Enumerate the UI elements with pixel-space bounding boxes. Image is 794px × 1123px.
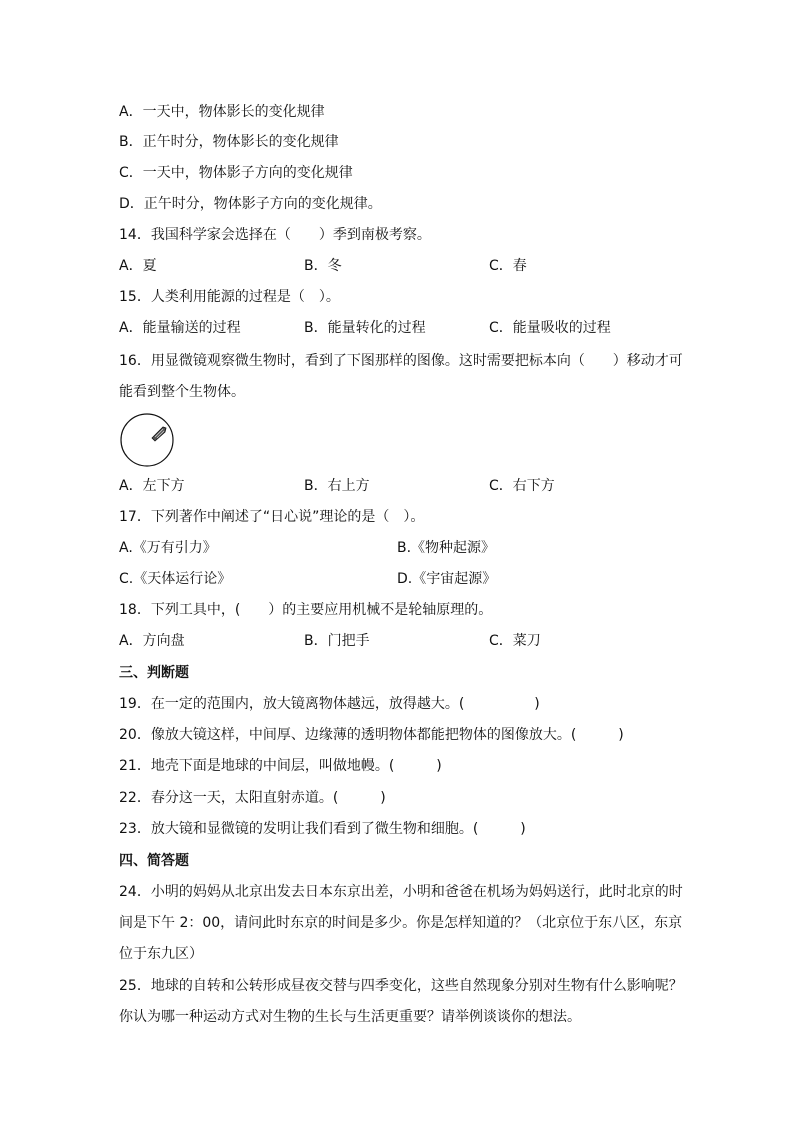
q14-option-a: A．夏 — [119, 258, 157, 274]
question-25: 25．地球的自转和公转形成昼夜交替与四季变化，这些自然现象分别对生物有什么影响呢？ — [119, 978, 683, 994]
q14-option-c: C．春 — [489, 258, 527, 274]
option-line: D．正午时分，物体影子方向的变化规律。 — [119, 196, 382, 212]
section-heading-judge: 三、判断题 — [119, 665, 189, 681]
q18-option-b: B．门把手 — [304, 633, 370, 649]
question-24-cont: 位于东九区） — [119, 946, 203, 962]
q18-option-a: A．方向盘 — [119, 633, 185, 649]
q17-option-a: A.《万有引力》 — [119, 540, 217, 556]
question-23: 23．放大镜和显微镜的发明让我们看到了微生物和细胞。( ) — [119, 821, 526, 837]
question-19: 19．在一定的范围内，放大镜离物体越远，放得越大。( ) — [119, 696, 540, 712]
question-22: 22．春分这一天，太阳直射赤道。( ) — [119, 790, 386, 806]
option-line: C．一天中，物体影子方向的变化规律 — [119, 165, 353, 181]
option-line: A．一天中，物体影长的变化规律 — [119, 104, 325, 120]
q16-option-b: B．右上方 — [304, 478, 370, 494]
q17-option-d: D.《宇宙起源》 — [397, 571, 497, 587]
question-16-cont: 能看到整个生物体。 — [119, 384, 245, 400]
q18-option-c: C．菜刀 — [489, 633, 541, 649]
q17-option-b: B.《物种起源》 — [397, 540, 496, 556]
q15-option-b: B．能量转化的过程 — [304, 320, 426, 336]
question-17: 17．下列著作中阐述了“日心说”理论的是（ ）。 — [119, 509, 425, 525]
q17-option-c: C.《天体运行论》 — [119, 571, 232, 587]
question-18: 18．下列工具中，( ）的主要应用机械不是轮轴原理的。 — [119, 602, 493, 618]
q14-option-b: B．冬 — [304, 258, 342, 274]
question-15: 15．人类利用能源的过程是（ ）。 — [119, 289, 340, 305]
q15-option-c: C．能量吸收的过程 — [489, 320, 611, 336]
option-line: B．正午时分，物体影长的变化规律 — [119, 134, 339, 150]
question-24: 24．小明的妈妈从北京出发去日本东京出差，小明和爸爸在机场为妈妈送行，此时北京的时 — [119, 884, 683, 900]
q15-option-a: A．能量输送的过程 — [119, 320, 241, 336]
q16-option-a: A．左下方 — [119, 478, 185, 494]
question-14: 14．我国科学家会选择在（ ）季到南极考察。 — [119, 227, 431, 243]
question-24-cont: 间是下午 2：00，请问此时东京的时间是多少。你是怎样知道的？（北京位于东八区，东京 — [119, 915, 683, 931]
q16-option-c: C．右下方 — [489, 478, 555, 494]
question-25-cont: 你认为哪一种运动方式对生物的生长与生活更重要？请举例谈谈你的想法。 — [119, 1009, 581, 1025]
question-20: 20．像放大镜这样，中间厚、边缘薄的透明物体都能把物体的图像放大。( ) — [119, 727, 624, 743]
question-16: 16．用显微镜观察微生物时，看到了下图那样的图像。这时需要把标本向（ ）移动才可 — [119, 353, 683, 369]
question-21: 21．地壳下面是地球的中间层，叫做地幔。( ) — [119, 758, 442, 774]
section-heading-short-answer: 四、简答题 — [119, 853, 189, 869]
microscope-view-icon — [119, 412, 175, 468]
